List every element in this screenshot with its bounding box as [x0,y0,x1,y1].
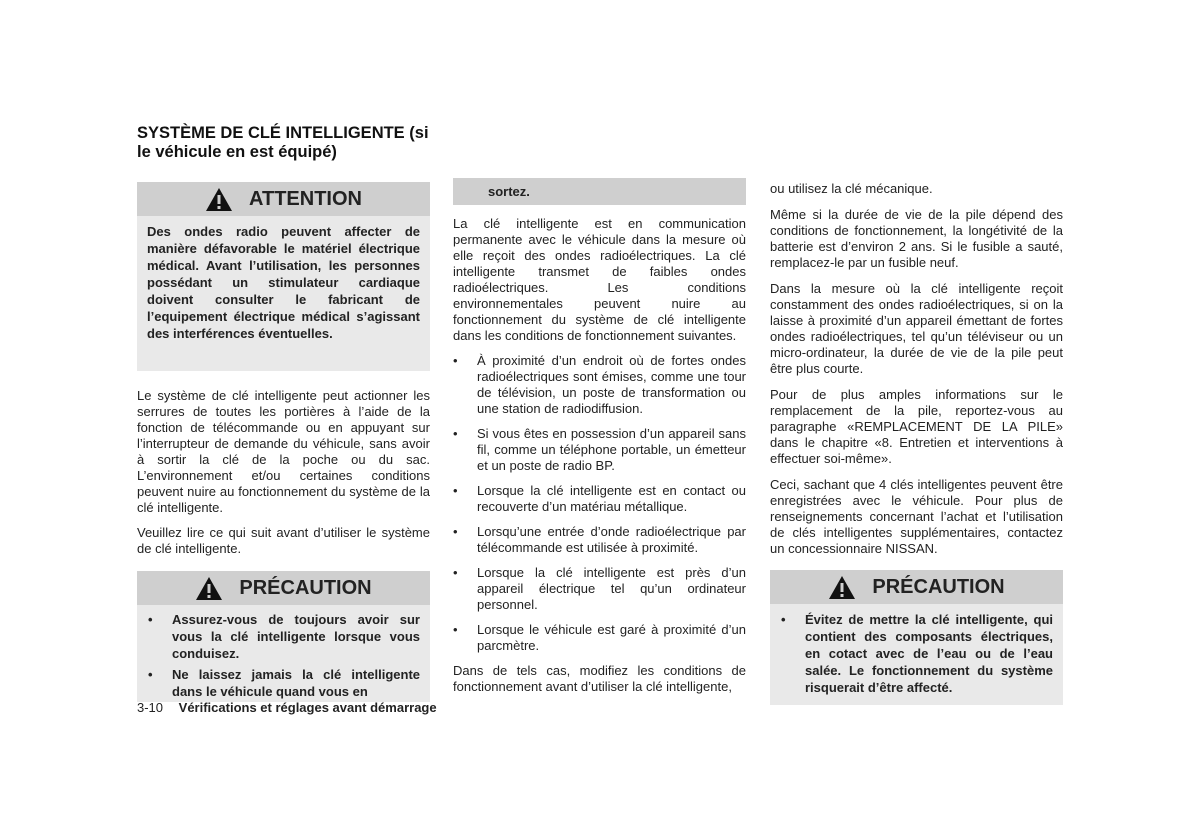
caution-title: PRÉCAUTION [239,577,372,599]
warning-triangle-icon [195,576,223,601]
caution-item [147,666,420,700]
paragraph: Ceci, sachant que 4 clés intelligentes peuvent être enregistrées avec le véhicule. Pour plus de renseignements concernant l’achat et l’utilisation de clés intelligentes supplémentaires, contactez un concessionnaire NISSAN. [770,477,1063,556]
bullet: • [453,483,458,498]
caution-box-body [137,605,430,702]
paragraph: Dans de tels cas, modifiez les conditions de fonctionnement avant d’utiliser la clé intelligente, [453,663,746,694]
caution-item-text: Évitez de mettre la clé intelligente, qui contient des composants électriques, en cotact avec de l’eau ou de l’eau salée. Le fonctionnement du système risquerait d’être affecté. [805,612,1053,695]
list-item [453,565,746,613]
caution-item-text: Assurez-vous de toujours avoir sur vous la clé intelligente lorsque vous conduisez. [172,612,420,661]
list-item-text: Lorsque le véhicule est garé à proximité d’un parcmètre. [477,622,746,653]
bullet: • [453,622,458,637]
paragraph: ou utilisez la clé mécanique. [770,181,933,196]
paragraph: La clé intelligente est en communication permanente avec le véhicule dans la mesure où elle reçoit des ondes radioélectriques. La clé intelligente transmet de faibles ondes radioélectriques. Les conditions environnementales peuvent nuire au fonctionnement du système de clé intelligente dans les conditions de fonctionnement suivantes. [453,216,746,343]
list-item [453,524,746,556]
section-heading: SYSTÈME DE CLÉ INTELLIGENTE (si le véhicule en est équipé) [137,124,429,161]
page-footer [137,700,437,715]
list-item-text: Lorsque la clé intelligente est en contact ou recouverte d’un matériau métallique. [477,483,746,514]
column-2 [453,178,746,695]
list-item [453,483,746,515]
caution-item [147,611,420,662]
conditions-list [453,353,746,654]
warning-triangle-icon [205,187,233,212]
list-item-text: À proximité d’un endroit où de fortes ondes radioélectriques sont émises, comme une tour de télévision, un poste de transformation ou une station de radiodiffusion. [477,353,746,416]
caution-box-body [770,604,1063,705]
caution-title: PRÉCAUTION [872,576,1005,598]
warning-triangle-icon [828,575,856,600]
caution-item-text: Ne laissez jamais la clé intelligente dans le véhicule quand vous en [172,667,420,699]
list-item [453,353,746,417]
list-item [453,622,746,654]
list-item-text: Lorsque la clé intelligente est près d’un appareil électrique tel qu’un ordinateur personnel. [477,565,746,612]
caution-box-header [770,570,1063,604]
attention-title: ATTENTION [249,188,362,210]
attention-text: Des ondes radio peuvent affecter de manière défavorable le matériel électrique médical. Avant l’utilisation, les personnes possédant un stimulateur cardiaque doivent consulter le fabricant de l’equipement électrique médical s’agissant des interférences éventuelles. [147,224,420,341]
bullet: • [148,612,153,627]
caution-box-header [137,571,430,605]
caution-box-continued [453,178,746,205]
page-number: 3-10 [137,700,164,715]
list-item-text: Si vous êtes en possession d’un appareil sans fil, comme un téléphone portable, un émetteur et un poste de radio BP. [477,426,746,473]
list-item-text: Lorsqu’une entrée d’onde radioélectrique par télécommande est utilisée à proximité. [477,524,746,555]
bullet: • [453,426,458,441]
bullet: • [453,353,458,368]
list-item [453,426,746,474]
column-1 [137,182,430,702]
footer-section-title: Vérifications et réglages avant démarrage [178,700,437,715]
bullet: • [148,667,153,682]
column-3 [770,181,1063,705]
paragraph: Veuillez lire ce qui suit avant d’utiliser le système de clé intelligente. [137,525,430,556]
paragraph: Pour de plus amples informations sur le remplacement de la pile, reportez-vous au paragraphe «REMPLACEMENT DE LA PILE» dans le chapitre «8. Entretien et interventions à effectuer soi-même». [770,387,1063,466]
bullet: • [453,565,458,580]
attention-box-header [137,182,430,216]
attention-box-body [137,216,430,371]
bullet: • [453,524,458,539]
caution-continued-text: sortez. [488,183,530,199]
paragraph: Dans la mesure où la clé intelligente reçoit constamment des ondes radioélectriques, si on la laisse à proximité d’un appareil émettant de fortes ondes radioélectriques, tel qu’un téléviseur ou un micro-ordinateur, la durée de vie de la pile peut être plus courte. [770,281,1063,376]
caution-item [780,611,1053,696]
paragraph: Le système de clé intelligente peut actionner les serrures de toutes les portières à l’aide de la fonction de télécommande ou en appuyant sur l’interrupteur de demande du véhicule, sans avoir à sortir la clé de la poche ou du sac. L’environnement et/ou certaines conditions peuvent nuire au fonctionnement du système de la clé intelligente. [137,388,430,515]
paragraph: Même si la durée de vie de la pile dépend des conditions de fonctionnement, la longétivité de la batterie est d’environ 2 ans. Si le fusible a sauté, remplacez-le par un fusible neuf. [770,207,1063,270]
bullet: • [781,612,786,627]
